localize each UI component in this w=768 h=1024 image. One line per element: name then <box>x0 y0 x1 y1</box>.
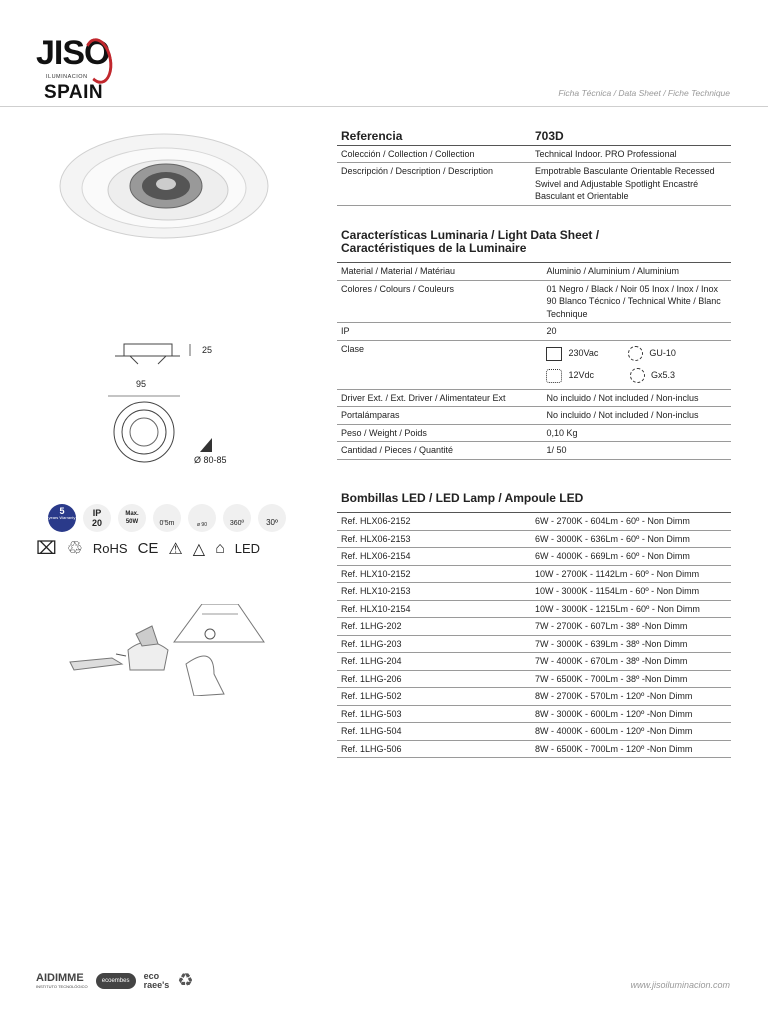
row-label: Material / Material / Matériau <box>337 263 542 281</box>
bulb-spec: 8W - 4000K - 600Lm - 120º -Non Dimm <box>531 723 731 741</box>
bulb-ref: Ref. 1LHG-206 <box>337 670 531 688</box>
ecoraee-logo <box>144 972 170 990</box>
aidimme-logo <box>36 972 88 989</box>
rotate-icon <box>223 504 251 532</box>
clase-line-12 <box>546 365 727 387</box>
bulbs-table <box>337 512 731 758</box>
rotate-value: 360º <box>229 520 245 527</box>
weee-bin-icon: ⌧ <box>36 538 57 558</box>
bulb-spec: 8W - 3000K - 600Lm - 120º -Non Dimm <box>531 705 731 723</box>
raee-top: eco <box>143 970 160 981</box>
bulb-spec: 7W - 2700K - 607Lm - 38º -Non Dimm <box>531 618 731 636</box>
table-row <box>337 145 731 163</box>
warranty-years: 5 <box>59 506 65 516</box>
socket-icon <box>628 346 643 361</box>
beam-value: ø 90 <box>196 522 207 528</box>
header-divider <box>0 106 768 107</box>
bulb-ref: Ref. 1LHG-503 <box>337 705 531 723</box>
luminaire-heading: Características Luminaria / Light Data Sheet / Caractéristiques de la Luminaire <box>341 228 600 255</box>
socket-gx53: Gx5.3 <box>651 370 676 381</box>
row-label: IP <box>337 323 542 341</box>
logo-country: SPAIN <box>44 82 104 103</box>
bulb-row <box>337 530 731 548</box>
bulb-spec: 7W - 4000K - 670Lm - 38º -Non Dimm <box>531 653 731 671</box>
row-value: 20 <box>542 323 731 341</box>
row-value: Empotrable Basculante Orientable Recessed Swivel and Adjustable Spotlight Encastré Basculant et Orientable <box>531 163 731 206</box>
logo-name: JISO <box>36 34 110 72</box>
bulb-ref: Ref. 1LHG-502 <box>337 688 531 706</box>
side-view-drawing <box>110 336 213 368</box>
beam-icon <box>188 504 216 532</box>
row-label: Portalámparas <box>337 407 542 425</box>
bulb-spec: 8W - 6500K - 700Lm - 120º -Non Dimm <box>531 740 731 758</box>
bulb-row <box>337 513 731 531</box>
raee-bottom: raee's <box>143 979 170 990</box>
ip-icon <box>83 504 111 532</box>
table-row <box>337 263 731 281</box>
table-row <box>337 407 731 425</box>
table-row <box>337 280 731 323</box>
product-photo <box>58 132 270 242</box>
datasheet-label: Ficha Técnica / Data Sheet / Fiche Technique <box>558 88 730 98</box>
driver-icon <box>546 347 562 361</box>
width-dimension: 95 <box>136 379 147 389</box>
ecoembes-logo <box>96 973 136 989</box>
row-value: No incluido / Not included / Non-inclus <box>542 389 731 407</box>
bulb-spec: 6W - 3000K - 636Lm - 60º - Non Dimm <box>531 530 731 548</box>
bulb-ref: Ref. 1LHG-506 <box>337 740 531 758</box>
row-label: Clase <box>337 340 542 389</box>
row-value: Technical Indoor. PRO Professional <box>531 145 731 163</box>
tilt-icon <box>258 504 286 532</box>
distance-icon <box>153 504 181 532</box>
installation-drawing <box>64 604 274 696</box>
aidimme-name: AIDIMME <box>36 972 84 984</box>
distance-value: 0'5m <box>159 520 175 527</box>
bulb-row <box>337 653 731 671</box>
cutout-dimension: Ø 80-85 <box>194 455 227 465</box>
bulb-row <box>337 565 731 583</box>
table-row <box>337 163 731 206</box>
voltage-12: 12Vdc <box>568 370 594 381</box>
bulb-row <box>337 583 731 601</box>
aidimme-subtitle: INSTITUTO TECNOLÓGICO <box>36 984 88 989</box>
bulb-ref: Ref. HLX10-2153 <box>337 583 531 601</box>
clase-value <box>542 340 731 389</box>
bulb-row <box>337 705 731 723</box>
row-value: 0,10 Kg <box>542 424 731 442</box>
bulbs-heading: Bombillas LED / LED Lamp / Ampoule LED <box>341 491 584 505</box>
bulb-row <box>337 618 731 636</box>
bulb-ref: Ref. HLX06-2154 <box>337 548 531 566</box>
row-label: Peso / Weight / Poids <box>337 424 542 442</box>
warranty-text: years Warranty <box>48 515 76 520</box>
transformer-icon <box>546 369 562 383</box>
max-label: Max. <box>125 511 139 517</box>
bulb-ref: Ref. HLX06-2153 <box>337 530 531 548</box>
row-label: Driver Ext. / Ext. Driver / Alimentateur Ext <box>337 389 542 407</box>
cutout-icon <box>200 438 216 452</box>
bulb-spec: 7W - 3000K - 639Lm - 38º -Non Dimm <box>531 635 731 653</box>
bulb-spec: 8W - 2700K - 570Lm - 120º -Non Dimm <box>531 688 731 706</box>
website-link[interactable]: www.jisoiluminacion.com <box>630 980 730 990</box>
max-watt-icon <box>118 504 146 532</box>
height-dimension: 25 <box>202 345 213 355</box>
row-label: Cantidad / Pieces / Quantité <box>337 442 542 460</box>
row-value: 01 Negro / Black / Noir 05 Inox / Inox / Inox 90 Blanco Técnico / Technical White / Blanc Technique <box>542 280 731 323</box>
recycle-icon: ♻ <box>177 970 194 990</box>
recycle-icon: ♲ <box>66 538 83 558</box>
clase-row <box>337 340 731 389</box>
bulb-ref: Ref. HLX10-2154 <box>337 600 531 618</box>
feature-icons-row <box>48 504 286 532</box>
tilt-value: 30º <box>266 518 278 527</box>
max-value: 50W <box>125 519 139 525</box>
table-row <box>337 424 731 442</box>
bulb-row <box>337 635 731 653</box>
row-value: Aluminio / Aluminium / Aluminium <box>542 263 731 281</box>
logo-subtitle: ILUMINACION <box>46 74 88 80</box>
ref-value: 703D <box>531 128 731 145</box>
brand-logo <box>36 34 126 106</box>
ce-mark: CE <box>137 540 159 557</box>
bulb-spec: 10W - 3000K - 1215Lm - 60º - Non Dimm <box>531 600 731 618</box>
ip-value: 20 <box>91 518 102 528</box>
bulb-row <box>337 688 731 706</box>
luminaire-table <box>337 262 731 460</box>
product-table <box>337 128 731 206</box>
socket-icon <box>630 368 645 383</box>
indoor-icon: ⌂ <box>215 539 225 557</box>
bulb-row <box>337 600 731 618</box>
table-row <box>337 389 731 407</box>
voltage-230: 230Vac <box>568 348 599 359</box>
bulb-ref: Ref. 1LHG-203 <box>337 635 531 653</box>
footer-logos <box>36 970 193 991</box>
rohs-mark: RoHS <box>92 541 128 556</box>
bulb-row <box>337 723 731 741</box>
bulb-spec: 10W - 2700K - 1142Lm - 60º - Non Dimm <box>531 565 731 583</box>
ecoembes-name: ecoembes <box>101 977 130 984</box>
certification-icons-row <box>36 538 260 559</box>
socket-gu10: GU-10 <box>649 348 676 359</box>
row-value: 1/ 50 <box>542 442 731 460</box>
warranty-icon <box>48 504 76 532</box>
bulb-ref: Ref. 1LHG-202 <box>337 618 531 636</box>
warning-box-icon: △ <box>192 540 206 558</box>
led-mark: LED <box>234 541 261 556</box>
table-row <box>337 442 731 460</box>
bulb-ref: Ref. HLX06-2152 <box>337 513 531 531</box>
bulb-spec: 10W - 3000K - 1154Lm - 60º - Non Dimm <box>531 583 731 601</box>
row-value: No incluido / Not included / Non-inclus <box>542 407 731 425</box>
bulb-ref: Ref. 1LHG-204 <box>337 653 531 671</box>
row-label: Descripción / Description / Description <box>337 163 531 206</box>
bulb-row <box>337 548 731 566</box>
bulb-row <box>337 670 731 688</box>
row-label: Colores / Colours / Couleurs <box>337 280 542 323</box>
hazard-icon: ⚠ <box>168 540 183 558</box>
bulb-ref: Ref. HLX10-2152 <box>337 565 531 583</box>
bulb-spec: 6W - 4000K - 669Lm - 60º - Non Dimm <box>531 548 731 566</box>
table-row <box>337 323 731 341</box>
bulb-spec: 6W - 2700K - 604Lm - 60º - Non Dimm <box>531 513 731 531</box>
clase-line-230 <box>546 343 727 365</box>
bulb-spec: 7W - 6500K - 700Lm - 38º -Non Dimm <box>531 670 731 688</box>
row-label: Colección / Collection / Collection <box>337 145 531 163</box>
bulb-row <box>337 740 731 758</box>
top-view-drawing <box>108 394 180 466</box>
reference-row <box>337 128 731 145</box>
ip-label: IP <box>92 508 102 518</box>
bulb-ref: Ref. 1LHG-504 <box>337 723 531 741</box>
ref-label: Referencia <box>337 128 531 145</box>
